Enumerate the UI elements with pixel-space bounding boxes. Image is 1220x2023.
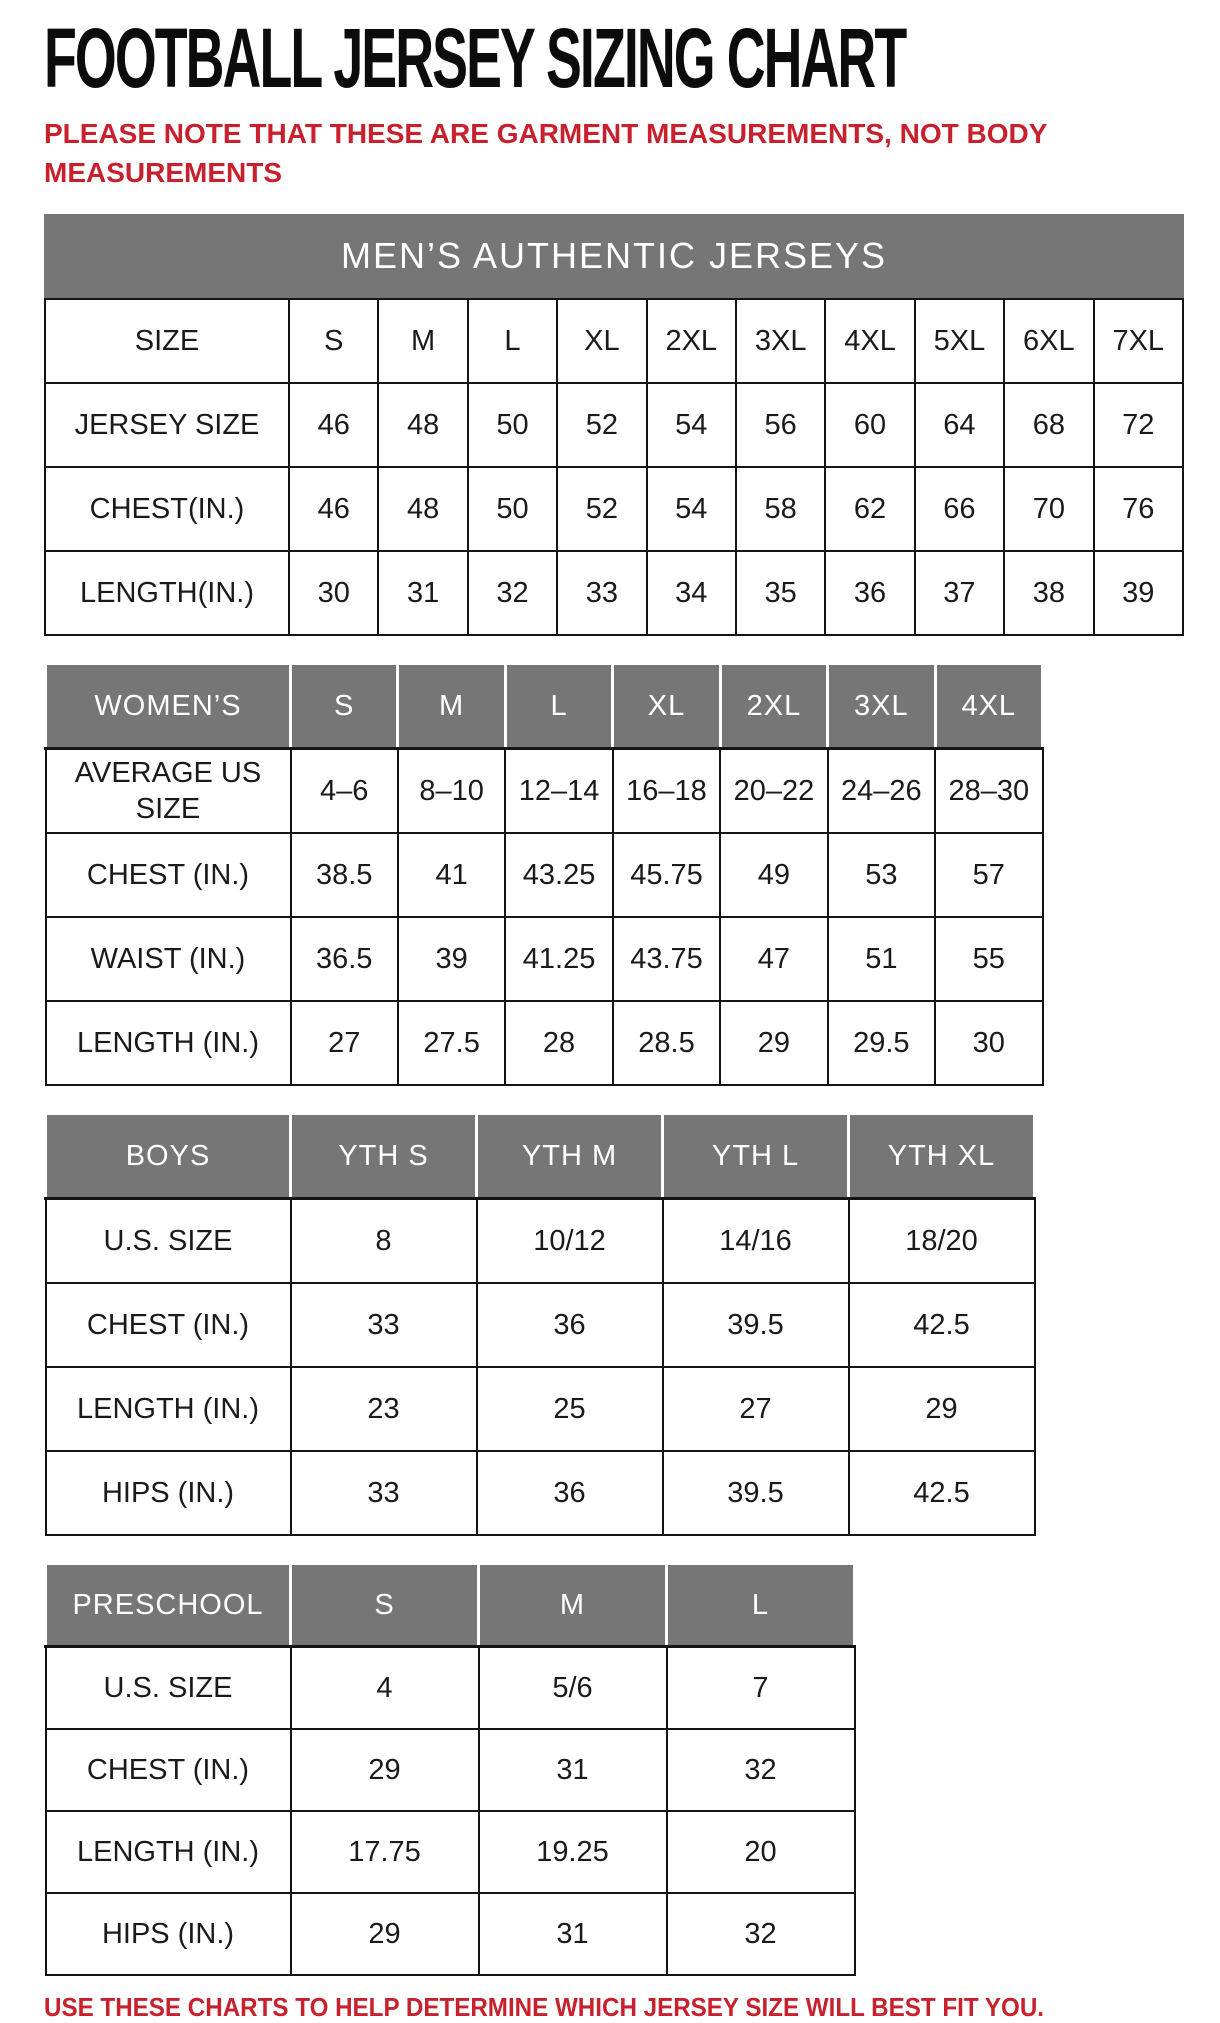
value-cell: 31: [479, 1729, 667, 1811]
value-cell: 20: [667, 1811, 855, 1893]
value-cell: 10/12: [477, 1199, 663, 1284]
size-column-header: 4XL: [935, 664, 1042, 749]
value-cell: 27: [663, 1367, 849, 1451]
value-cell: 28: [505, 1001, 612, 1085]
size-column-header: 6XL: [1004, 299, 1093, 383]
value-cell: 48: [378, 467, 467, 551]
value-cell: 54: [647, 383, 736, 467]
value-cell: 41: [398, 833, 505, 917]
value-cell: 29: [720, 1001, 827, 1085]
boys-sizing-table: [44, 1112, 1036, 1536]
row-label: JERSEY SIZE: [45, 383, 289, 467]
page-title: FOOTBALL JERSEY SIZING CHART: [44, 11, 906, 105]
row-label: LENGTH (IN.): [46, 1811, 291, 1893]
value-cell: 58: [736, 467, 825, 551]
value-cell: 17.75: [291, 1811, 479, 1893]
value-cell: 31: [378, 551, 467, 635]
value-cell: 8–10: [398, 749, 505, 834]
value-cell: 36: [477, 1451, 663, 1535]
value-cell: 36: [477, 1283, 663, 1367]
value-cell: 42.5: [849, 1283, 1035, 1367]
value-cell: 5/6: [479, 1647, 667, 1730]
value-cell: 57: [935, 833, 1042, 917]
value-cell: 28.5: [613, 1001, 720, 1085]
value-cell: 4: [291, 1647, 479, 1730]
table-row: [46, 1001, 1043, 1085]
womens-sizing-table: [44, 662, 1044, 1086]
table-row: [46, 1893, 855, 1975]
value-cell: 46: [289, 383, 378, 467]
value-cell: 43.75: [613, 917, 720, 1001]
table-row: [46, 1199, 1035, 1284]
mens-sizing-table: [44, 298, 1184, 636]
size-column-header: S: [289, 299, 378, 383]
row-label: U.S. SIZE: [46, 1647, 291, 1730]
value-cell: 28–30: [935, 749, 1042, 834]
table-row: [45, 467, 1183, 551]
value-cell: 33: [557, 551, 646, 635]
value-cell: 30: [289, 551, 378, 635]
size-column-header: YTH M: [477, 1114, 663, 1199]
value-cell: 37: [915, 551, 1004, 635]
value-cell: 18/20: [849, 1199, 1035, 1284]
value-cell: 39: [1094, 551, 1183, 635]
row-label: CHEST (IN.): [46, 1283, 291, 1367]
value-cell: 39: [398, 917, 505, 1001]
row-label-header: PRESCHOOL: [46, 1564, 291, 1647]
row-label: LENGTH (IN.): [46, 1001, 291, 1085]
value-cell: 68: [1004, 383, 1093, 467]
value-cell: 52: [557, 383, 646, 467]
footer-note: USE THESE CHARTS TO HELP DETERMINE WHICH JERSEY SIZE WILL BEST FIT YOU.: [44, 1992, 1045, 2023]
header-row: [45, 299, 1183, 383]
value-cell: 54: [647, 467, 736, 551]
value-cell: 19.25: [479, 1811, 667, 1893]
womens-section: [44, 662, 1220, 1086]
value-cell: 47: [720, 917, 827, 1001]
value-cell: 45.75: [613, 833, 720, 917]
value-cell: 14/16: [663, 1199, 849, 1284]
row-label-header: WOMEN’S: [46, 664, 291, 749]
value-cell: 29: [849, 1367, 1035, 1451]
value-cell: 66: [915, 467, 1004, 551]
value-cell: 16–18: [613, 749, 720, 834]
size-column-header: YTH L: [663, 1114, 849, 1199]
value-cell: 33: [291, 1451, 477, 1535]
value-cell: 32: [468, 551, 557, 635]
table-row: [45, 383, 1183, 467]
value-cell: 76: [1094, 467, 1183, 551]
value-cell: 34: [647, 551, 736, 635]
mens-table-banner: MEN’S AUTHENTIC JERSEYS: [44, 214, 1184, 298]
size-column-header: L: [468, 299, 557, 383]
value-cell: 38.5: [291, 833, 398, 917]
size-column-header: XL: [613, 664, 720, 749]
value-cell: 24–26: [828, 749, 935, 834]
value-cell: 27: [291, 1001, 398, 1085]
size-column-header: 2XL: [647, 299, 736, 383]
table-row: [45, 551, 1183, 635]
table-row: [46, 749, 1043, 834]
value-cell: 29: [291, 1893, 479, 1975]
size-column-header: 3XL: [736, 299, 825, 383]
size-column-header: S: [291, 1564, 479, 1647]
value-cell: 39.5: [663, 1451, 849, 1535]
value-cell: 46: [289, 467, 378, 551]
table-row: [46, 1451, 1035, 1535]
size-column-header: YTH S: [291, 1114, 477, 1199]
size-column-header: M: [378, 299, 467, 383]
header-row: [46, 664, 1043, 749]
value-cell: 70: [1004, 467, 1093, 551]
value-cell: 62: [825, 467, 914, 551]
size-column-header: L: [505, 664, 612, 749]
value-cell: 50: [468, 467, 557, 551]
value-cell: 41.25: [505, 917, 612, 1001]
value-cell: 33: [291, 1283, 477, 1367]
value-cell: 53: [828, 833, 935, 917]
value-cell: 72: [1094, 383, 1183, 467]
row-label: LENGTH(IN.): [45, 551, 289, 635]
value-cell: 4–6: [291, 749, 398, 834]
row-label: CHEST (IN.): [46, 1729, 291, 1811]
row-label: AVERAGE US SIZE: [46, 749, 291, 834]
preschool-sizing-table: [44, 1562, 856, 1976]
value-cell: 43.25: [505, 833, 612, 917]
table-row: [46, 917, 1043, 1001]
row-label-header: BOYS: [46, 1114, 291, 1199]
size-column-header: L: [667, 1564, 855, 1647]
row-label: WAIST (IN.): [46, 917, 291, 1001]
size-column-header: YTH XL: [849, 1114, 1035, 1199]
value-cell: 56: [736, 383, 825, 467]
size-column-header: 7XL: [1094, 299, 1183, 383]
size-column-header: 5XL: [915, 299, 1004, 383]
value-cell: 35: [736, 551, 825, 635]
value-cell: 27.5: [398, 1001, 505, 1085]
value-cell: 32: [667, 1893, 855, 1975]
size-column-header: XL: [557, 299, 646, 383]
table-row: [46, 1367, 1035, 1451]
value-cell: 49: [720, 833, 827, 917]
preschool-section: [44, 1562, 1220, 1976]
row-label: U.S. SIZE: [46, 1199, 291, 1284]
row-label: CHEST(IN.): [45, 467, 289, 551]
size-column-header: 4XL: [825, 299, 914, 383]
value-cell: 36: [825, 551, 914, 635]
row-label: HIPS (IN.): [46, 1893, 291, 1975]
value-cell: 23: [291, 1367, 477, 1451]
value-cell: 50: [468, 383, 557, 467]
value-cell: 20–22: [720, 749, 827, 834]
value-cell: 48: [378, 383, 467, 467]
garment-measurements-note: PLEASE NOTE THAT THESE ARE GARMENT MEASUREMENTS, NOT BODY MEASUREMENTS: [44, 118, 1047, 189]
value-cell: 32: [667, 1729, 855, 1811]
value-cell: 12–14: [505, 749, 612, 834]
value-cell: 38: [1004, 551, 1093, 635]
table-row: [46, 833, 1043, 917]
table-row: [46, 1729, 855, 1811]
size-column-header: M: [398, 664, 505, 749]
value-cell: 55: [935, 917, 1042, 1001]
value-cell: 42.5: [849, 1451, 1035, 1535]
row-label: LENGTH (IN.): [46, 1367, 291, 1451]
value-cell: 36.5: [291, 917, 398, 1001]
value-cell: 7: [667, 1647, 855, 1730]
size-column-header: M: [479, 1564, 667, 1647]
mens-authentic-jerseys-section: [44, 214, 1220, 636]
boys-section: [44, 1112, 1220, 1536]
row-label: HIPS (IN.): [46, 1451, 291, 1535]
row-label: CHEST (IN.): [46, 833, 291, 917]
value-cell: 31: [479, 1893, 667, 1975]
value-cell: 39.5: [663, 1283, 849, 1367]
table-row: [46, 1283, 1035, 1367]
table-row: [46, 1647, 855, 1730]
row-label-header: SIZE: [45, 299, 289, 383]
value-cell: 64: [915, 383, 1004, 467]
size-column-header: S: [291, 664, 398, 749]
header-row: [46, 1114, 1035, 1199]
value-cell: 25: [477, 1367, 663, 1451]
value-cell: 51: [828, 917, 935, 1001]
value-cell: 60: [825, 383, 914, 467]
value-cell: 30: [935, 1001, 1042, 1085]
value-cell: 52: [557, 467, 646, 551]
table-row: [46, 1811, 855, 1893]
value-cell: 29.5: [828, 1001, 935, 1085]
header-row: [46, 1564, 855, 1647]
size-column-header: 2XL: [720, 664, 827, 749]
value-cell: 29: [291, 1729, 479, 1811]
value-cell: 8: [291, 1199, 477, 1284]
size-column-header: 3XL: [828, 664, 935, 749]
